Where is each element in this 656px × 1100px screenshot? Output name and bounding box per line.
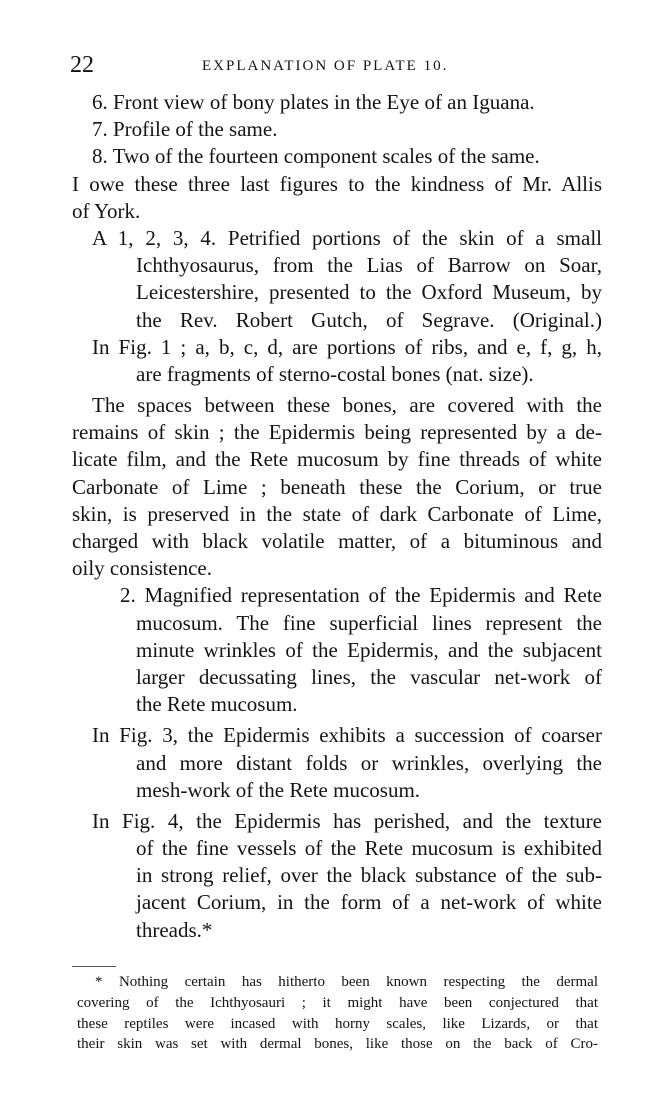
text-line: In Fig. 1 ; a, b, c, d, are portions of ribs, and e, f, g, h, — [92, 334, 602, 359]
text-line: 2. Magnified representation of the Epidermis and Rete — [120, 583, 602, 608]
text-line: oily consistence. — [72, 556, 212, 581]
text-line: minute wrinkles of the Epidermis, and the subjacent — [136, 637, 602, 662]
page-header — [70, 52, 610, 82]
text-line: Leicestershire, presented to the Oxford Museum, by — [136, 280, 602, 305]
text-line: threads.* — [136, 917, 213, 942]
text-line: In Fig. 3, the Epidermis exhibits a succession of coarser — [92, 723, 602, 748]
text-line: 6. Front view of bony plates in the Eye of an Iguana. — [92, 90, 535, 114]
footnote — [77, 972, 598, 1055]
text-line: The spaces between these bones, are covered with the — [92, 393, 602, 418]
text-line: 8. Two of the fourteen component scales of the same. — [92, 144, 540, 169]
text-line: in strong relief, over the black substance of the sub- — [136, 863, 602, 888]
text-line: charged with black volatile matter, of a bituminous and — [72, 529, 602, 553]
text-line: jacent Corium, in the form of a net-work of white — [136, 890, 602, 915]
text-line: skin, is preserved in the state of dark Carbonate of Lime, — [72, 501, 602, 526]
text-line: A 1, 2, 3, 4. Petrified portions of the skin of a small — [92, 225, 602, 250]
text-line: mucosum. The fine superficial lines represent the — [136, 610, 602, 635]
text-line: 7. Profile of the same. — [92, 117, 278, 142]
footnote-line: their skin was set with dermal bones, like those on the back of Cro- — [77, 1036, 598, 1053]
text-line: and more distant folds or wrinkles, overlying the — [136, 750, 602, 775]
footnote-rule — [72, 966, 116, 967]
text-line: remains of skin ; the Epidermis being represented by a de- — [72, 420, 602, 445]
text-line: of York. — [72, 198, 141, 223]
page-number: 22 — [70, 52, 94, 78]
text-line: of the fine vessels of the Rete mucosum is exhibited — [136, 836, 602, 861]
text-line: I owe these three last figures to the kindness of Mr. Allis — [72, 171, 602, 196]
text-line: mesh-work of the Rete mucosum. — [136, 777, 421, 802]
text-line: the Rete mucosum. — [136, 692, 298, 717]
running-title: EXPLANATION OF PLATE 10. — [202, 58, 449, 74]
text-line: Carbonate of Lime ; beneath these the Corium, or true — [72, 474, 602, 499]
text-line: are fragments of sterno-costal bones (nat. size). — [136, 361, 534, 386]
body-text — [72, 89, 602, 944]
text-line: Ichthyosaurus, from the Lias of Barrow on Soar, — [136, 253, 602, 278]
text-line: licate film, and the Rete mucosum by fine threads of white — [72, 447, 602, 472]
footnote-line: covering of the Ichthyosauri ; it might have been conjectured that — [77, 994, 598, 1011]
footnote-line: these reptiles were incased with horny scales, like Lizards, or that — [77, 1015, 598, 1032]
text-line: larger decussating lines, the vascular net-work of — [136, 664, 602, 689]
text-line: the Rev. Robert Gutch, of Segrave. (Original.) — [136, 307, 602, 332]
footnote-line: * Nothing certain has hitherto been known respecting the dermal — [95, 974, 598, 990]
text-line: In Fig. 4, the Epidermis has perished, and the texture — [92, 808, 602, 833]
